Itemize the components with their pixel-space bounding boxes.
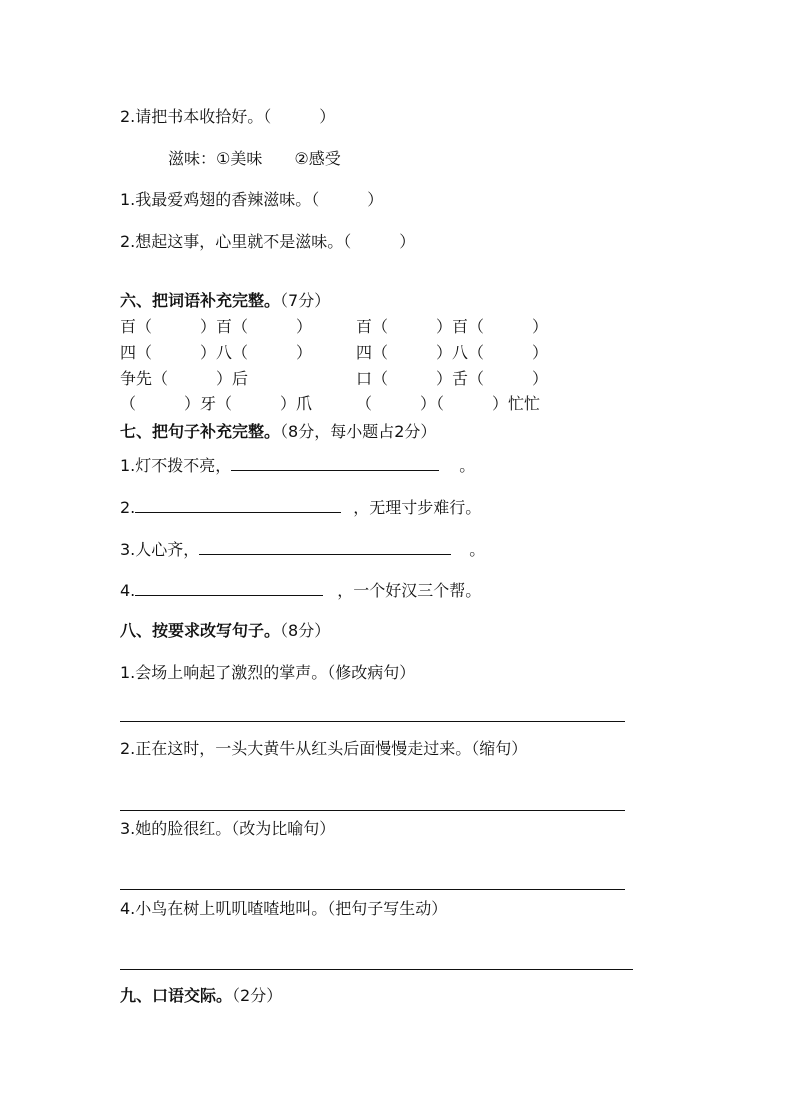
- complete-item-2: [120, 496, 481, 519]
- complete-item-3: [120, 538, 485, 561]
- section-9-heading: [120, 985, 282, 1007]
- section-8-title: 八、按要求改写句子。: [120, 621, 281, 640]
- complete-item-3-post: 。: [469, 540, 486, 559]
- rewrite-item-4: 4.小鸟在树上叽叽喳喳地叫。（把句子写生动）: [120, 899, 448, 918]
- answer-blank-4[interactable]: [135, 579, 323, 596]
- complete-item-2-post: ，无理寸步难行。: [353, 498, 482, 517]
- answer-line-3[interactable]: [120, 889, 625, 890]
- answer-blank-2[interactable]: [135, 496, 341, 513]
- section-7-points: （8分，每小题占2分）: [280, 422, 437, 441]
- idiom-row-4-right: （ ）（ ）忙忙: [356, 394, 541, 413]
- sentence-1: 1.我最爱鸡翅的香辣滋味。（ ）: [120, 190, 384, 209]
- rewrite-item-2: 2.正在这时，一头大黄牛从红头后面慢慢走过来。（缩句）: [120, 739, 528, 758]
- idiom-row-1-left: 百（ ）百（ ）: [120, 317, 313, 336]
- idiom-row-3-left: 争先（ ）后: [120, 369, 249, 388]
- complete-item-1-pre: 1.灯不拨不亮，: [120, 456, 232, 475]
- answer-blank-3[interactable]: [199, 538, 451, 555]
- answer-line-4[interactable]: [120, 969, 633, 970]
- answer-line-2[interactable]: [120, 810, 625, 811]
- section-7-heading: [120, 421, 436, 443]
- idiom-row-2-right: 四（ ）八（ ）: [356, 343, 549, 362]
- complete-item-4-pre: 4.: [120, 581, 136, 600]
- section-6-points: （7分）: [280, 291, 331, 310]
- section-9-title: 九、口语交际。: [120, 986, 233, 1005]
- section-8-points: （8分）: [280, 621, 331, 640]
- complete-item-1: [120, 454, 475, 477]
- complete-item-1-post: 。: [459, 456, 476, 475]
- sentence-2: 2.想起这事，心里就不是滋味。（ ）: [120, 232, 416, 251]
- section-9-points: （2分）: [232, 986, 283, 1005]
- section-6-heading: [120, 290, 330, 312]
- section-6-title: 六、把词语补充完整。: [120, 291, 281, 310]
- section-8-heading: [120, 620, 330, 642]
- idiom-row-4-left: （ ）牙（ ）爪: [120, 394, 313, 413]
- idiom-row-2-left: 四（ ）八（ ）: [120, 343, 313, 362]
- rewrite-item-3: 3.她的脸很红。（改为比喻句）: [120, 819, 336, 838]
- complete-item-4-post: ，一个好汉三个帮。: [337, 581, 482, 600]
- idiom-row-3-right: 口（ ）舌（ ）: [356, 369, 549, 388]
- complete-item-3-pre: 3.人心齐，: [120, 540, 200, 559]
- answer-line-1[interactable]: [120, 721, 625, 722]
- question-5-2: 2.请把书本收拾好。（ ）: [120, 107, 336, 126]
- complete-item-2-pre: 2.: [120, 498, 136, 517]
- word-definition: 滋味：①美味 ②感受: [168, 149, 341, 168]
- rewrite-item-1: 1.会场上响起了激烈的掌声。（修改病句）: [120, 663, 416, 682]
- answer-blank-1[interactable]: [231, 454, 439, 471]
- idiom-row-1-right: 百（ ）百（ ）: [356, 317, 549, 336]
- complete-item-4: [120, 579, 481, 602]
- section-7-title: 七、把句子补充完整。: [120, 422, 281, 441]
